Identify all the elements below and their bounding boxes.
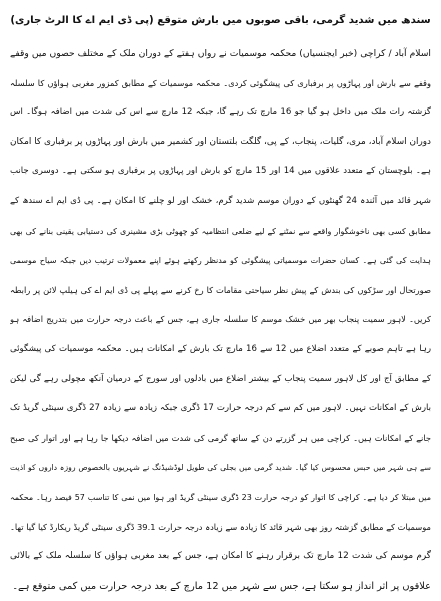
body-line: جانے کے امکانات ہیں۔ کراچی میں ہر گزرتے دن کے ساتھ گرمی کی شدت میں اضافہ دیکھا جا رہا ہے اور اتوار کی صبح [10,432,431,443]
body-line: سے ہی شہر میں حبس محسوس کیا گیا۔ شدید گرمی میں بجلی کی طویل لوڈشیڈنگ نے شہریوں بالخصوص روزہ داروں کو اذیت [10,463,431,473]
body-line: گرم موسم کی شدت 12 مارچ تک برقرار رہنے کا امکان ہے، جس کے بعد مغربی ہواؤں کا سلسلہ ملک کے بالائی [10,551,431,562]
body-line: کریں۔ لاہور سمیت پنجاب بھر میں خشک موسم کا سلسلہ جاری ہے، جس کے باعث درجہ حرارت میں بتدریج اضافہ ہو [10,314,431,325]
body-line: دوران اسلام آباد، مری، گلیات، پنجاب، کے پی، گلگت بلتستان اور کشمیر میں بارش اور پہاڑوں پر برفباری کا امکان [10,136,431,147]
body-line: شہر قائد میں آئندہ 24 گھنٹوں کے دوران موسم شدید گرم، خشک اور لو چلنے کا امکان ہے۔ پی ڈی ایم اے سندھ کے [10,195,431,206]
body-line: وقفے سے بارش اور پہاڑوں پر برفباری کی پیشگوئی کردی۔ محکمہ موسمیات کے مطابق کمزور مغربی ہواؤں کا سلسلہ [10,77,431,88]
body-line: ہے۔ بلوچستان کے متعدد علاقوں میں 14 اور 15 مارچ کو بارش اور پہاڑوں پر برفباری ہو سکتی ہے۔ دوسری جانب [10,166,431,177]
body-line: ہدایت کی گئی ہے۔ کسان حضرات موسمیاتی پیشگوئی کو مدنظر رکھتے ہوئے اپنے معمولات ترتیب دیں جبکہ سیاح موسمی [10,256,431,266]
body-line: علاقوں پر اثر انداز ہو سکتا ہے، جس سے شہر میں 12 مارچ کے بعد درجہ حرارت میں کمی متوقع ہے۔ [12,580,431,592]
body-line: موسمیات کے مطابق گزشتہ روز بھی شہر قائد کا زیادہ سے زیادہ درجہ حرارت 39.1 ڈگری سینٹی گریڈ ریکارڈ کیا گیا تھا۔ [10,521,431,532]
body-line: مطابق کسی بھی ناخوشگوار واقعے سے نمٹنے کے لیے ضلعی انتظامیہ کو چھوٹی بڑی مشینری کی دستیابی یقینی بنانے کی بھی [10,226,431,236]
body-line: میں مبتلا کر دیا ہے۔ کراچی کا اتوار کو درجہ حرارت 23 ڈگری سینٹی گریڈ اور ہوا میں نمی کا تناسب 57 فیصد رہا۔ محکمہ [10,492,431,502]
body-line: رہا ہے تاہم صوبے کے متعدد اضلاع میں 12 سے 16 مارچ تک بارش کے امکانات ہیں۔ محکمہ موسمیات کی پیشگوئی [10,343,431,354]
body-line: صورتحال اور سڑکوں کی بندش کے پیش نظر سیاحتی مقامات کا رخ کرنے سے پہلے پی ڈی ایم اے کی ہیلپ لائن پر رابطہ [10,284,431,295]
body-line: گزشتہ رات ملک میں داخل ہو گیا جو 16 مارچ تک رہے گا، جبکہ 12 مارچ سے اس کی شدت میں اضافہ ہوگا۔ اس [10,107,431,118]
body-line: کے مطابق آج اور کل لاہور سمیت پنجاب کے بیشتر اضلاع میں بادلوں اور سورج کے درمیان آنکھ مچولی رہے گی لیکن [10,373,431,384]
headline: سندھ میں شدید گرمی، باقی صوبوں میں بارش متوقع (پی ڈی ایم اے کا الرٹ جاری) [10,15,431,26]
article-body [10,39,431,601]
body-line: بارش کے امکانات نہیں۔ لاہور میں کم سے کم درجہ حرارت 17 ڈگری جبکہ زیادہ سے زیادہ 27 ڈگری سینٹی گریڈ تک [10,403,431,414]
body-line: اسلام آباد / کراچی (خبر ایجنسیاں) محکمہ موسمیات نے رواں ہفتے کے دوران ملک کے مختلف حصوں میں وقفے [10,48,431,59]
